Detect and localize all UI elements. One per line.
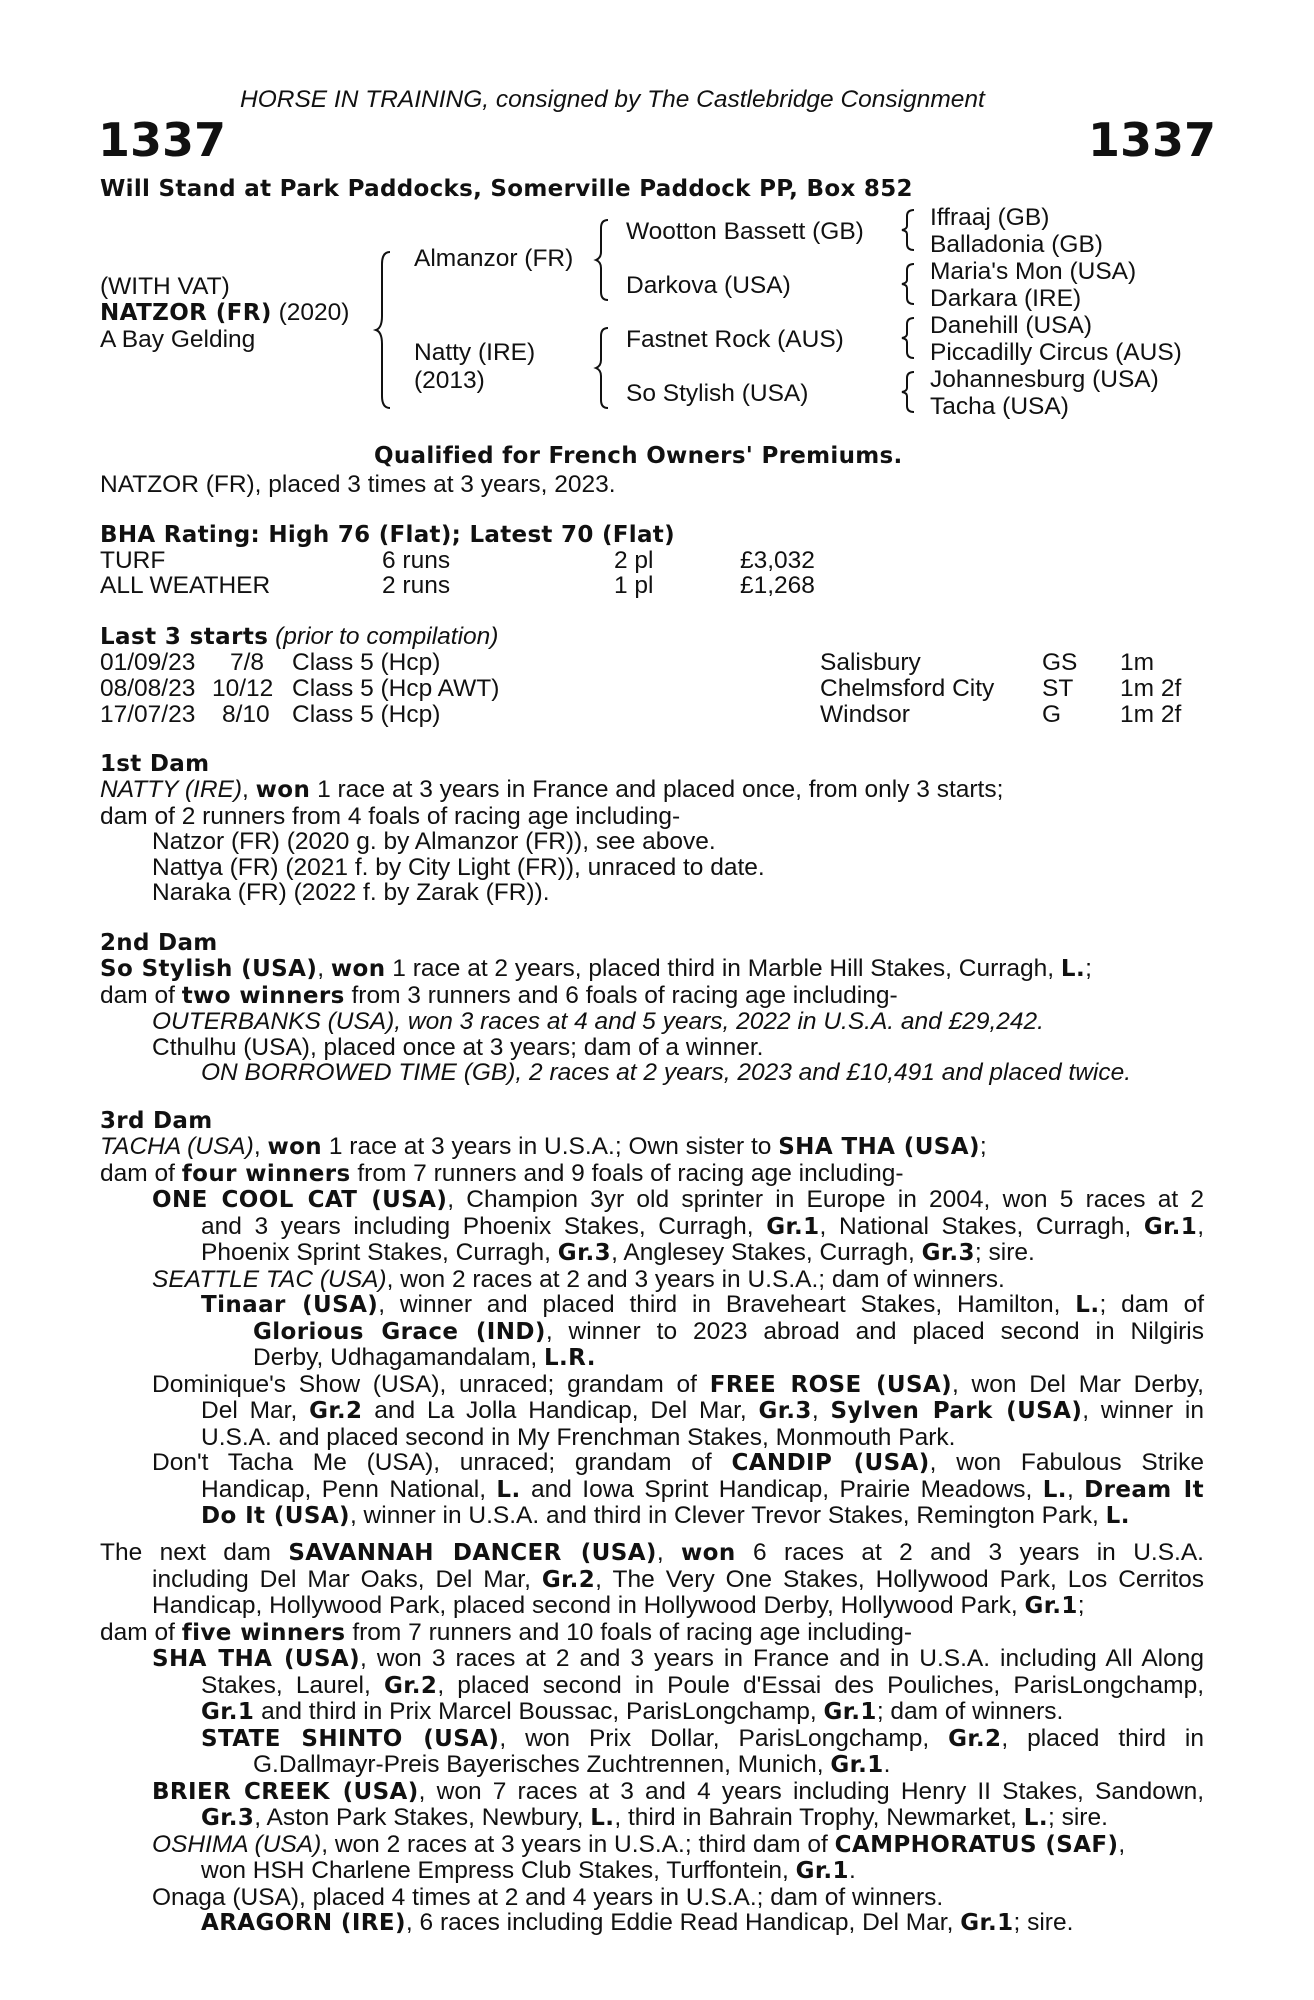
third-dam-name: TACHA (USA) <box>100 1133 254 1160</box>
pedigree-brace-gg3 <box>902 316 918 360</box>
start-race-3: Class 5 (Hcp) <box>292 701 441 728</box>
start-date-2: 08/08/23 <box>100 675 196 702</box>
start-pos-2: 10/12 <box>212 675 274 702</box>
rating-surface-turf: TURF <box>100 547 166 574</box>
first-dam-foal-3: Naraka (FR) (2022 f. by Zarak (FR)). <box>152 879 550 906</box>
rating-surface-aw: ALL WEATHER <box>100 572 271 599</box>
pedigree-dam-year: (2013) <box>414 367 485 394</box>
vat-note: (WITH VAT) <box>100 273 230 300</box>
pedigree-brace-gg2 <box>902 262 918 306</box>
third-dam-section: 3rd Dam TACHA (USA), won 1 race at 3 years in U.S.A.; Own sister to SHA THA (USA); dam of four winners from 7 runners and 9 foals of racing age including- ONE COOL CAT (USA), Champion 3yr old sprinter in Europe in 2004, won 5 races at 2 and 3 years including Phoenix Stakes, Curragh, Gr.1, National Stakes, Curragh, Gr.1, Phoenix Sprint Stakes, Curragh, Gr.3, Anglesey Stakes, Curragh, Gr.3; sire. SEATTLE TAC (USA), won 2 races at 2 and 3 years in U.S.A.; dam of winners. Tinaar (USA), winner and placed third in Braveheart Stakes, Hamilton, L.; dam of Glorious Grace (IND), winner to 2023 abroad and placed second in Nilgiris Derby, Udhagamandalam, L.R. Dominique's Show (USA), unraced; grandam of FREE ROSE (USA), won Del Mar Derby, Del Mar, Gr.2 and La Jolla Handicap, Del Mar, Gr.3, Sylven Park (USA), winner in U.S.A. and placed second in My Frenchman Stakes, Monmouth Park. Don't Tacha Me (USA), unraced; grandam of CANDIP (USA), won Fabulous Strike Handicap, Penn National, L. and Iowa Sprint Handicap, Prairie Meadows, L., Dream It Do It (USA), winner in U.S.A. and third in Clever Trevor Stakes, Remington Park, L. <box>100 1108 1205 1529</box>
first-dam-section <box>100 751 1204 906</box>
pedigree-brace-main <box>376 250 396 410</box>
third-dam-line: TACHA (USA), won 1 race at 3 years in U.S.A.; Own sister to SHA THA (USA); <box>100 1133 987 1160</box>
pedigree-ggp-1: Iffraaj (GB) <box>930 204 1050 231</box>
rating-runs-aw: 2 runs <box>382 572 451 599</box>
next-dam-section: The next dam SAVANNAH DANCER (USA), won 6 races at 2 and 3 years in U.S.A. including Del Mar Oaks, Del Mar, Gr.2, The Very One Stakes, Hollywood Park, Los Cerritos Handicap, Hollywood Park, placed second in Hollywood Derby, Hollywood Park, Gr.1; dam of five winners from 7 runners and 10 foals of racing age including- SHA THA (USA), won 3 races at 2 and 3 years in France and in U.S.A. including All Along Stakes, Laurel, Gr.2, placed second in Poule d'Essai des Pouliches, ParisLongchamp, Gr.1 and third in Prix Marcel Boussac, ParisLongchamp, Gr.1; dam of winners. STATE SHINTO (USA), won Prix Dollar, ParisLongchamp, Gr.2, placed third in G.Dallmayr-Preis Bayerisches Zuchtrennen, Munich, Gr.1. BRIER CREEK (USA), won 7 races at 3 and 4 years including Henry II Stakes, Sandown, Gr.3, Aston Park Stakes, Newbury, L., third in Bahrain Trophy, Newmarket, L.; sire. OSHIMA (USA), won 2 races at 3 years in U.S.A.; third dam of CAMPHORATUS (SAF), won HSH Charlene Empress Club Stakes, Turffontein, Gr.1. Onaga (USA), placed 4 times at 2 and 4 years in U.S.A.; dam of winners. ARAGORN (IRE), 6 races including Eddie Read Handicap, Del Mar, Gr.1; sire. <box>100 1539 1205 1936</box>
pedigree-ggp-4: Darkara (IRE) <box>930 285 1082 312</box>
third-dam-heading: 3rd Dam <box>100 1108 213 1134</box>
start-going-2: ST <box>1042 675 1074 702</box>
pedigree-dam-sire: Fastnet Rock (AUS) <box>626 326 844 353</box>
horse-name: NATZOR (FR) <box>100 300 272 326</box>
third-dam-produce: dam of four winners from 7 runners and 9 foals of racing age including- <box>100 1159 904 1187</box>
consignor-caption: HORSE IN TRAINING, consigned by The Castlebridge Consignment <box>240 86 985 113</box>
pedigree-dam-dam: So Stylish (USA) <box>626 380 809 407</box>
start-course-3: Windsor <box>820 701 910 728</box>
race-summary: NATZOR (FR), placed 3 times at 3 years, 2023. <box>100 471 616 498</box>
last-starts-note: (prior to compilation) <box>275 623 499 650</box>
lot-number-right: 1337 <box>1088 113 1217 167</box>
pedigree-ggp-3: Maria's Mon (USA) <box>930 258 1137 285</box>
premiums-note: Qualified for French Owners' Premiums. <box>374 443 903 469</box>
start-date-3: 17/07/23 <box>100 701 196 728</box>
start-pos-3: 8/10 <box>222 701 270 728</box>
pedigree-brace-dam <box>596 326 612 410</box>
first-dam-foal-1: Natzor (FR) (2020 g. by Almanzor (FR)), see above. <box>152 828 716 855</box>
second-dam-grandfoal: ON BORROWED TIME (GB), 2 races at 2 years, 2023 and £10,491 and placed twice. <box>201 1059 1132 1086</box>
start-course-2: Chelmsford City <box>820 675 995 702</box>
rating-prize-turf: £3,032 <box>740 547 815 574</box>
second-dam-foal-2: Cthulhu (USA), placed once at 3 years; dam of a winner. <box>152 1033 764 1061</box>
start-course-1: Salisbury <box>820 649 921 676</box>
pedigree-ggp-6: Piccadilly Circus (AUS) <box>930 339 1182 366</box>
pedigree-brace-gg4 <box>902 370 918 414</box>
pedigree-dam: Natty (IRE) <box>414 339 536 366</box>
rating-runs-turf: 6 runs <box>382 547 451 574</box>
pedigree-sire-dam: Darkova (USA) <box>626 272 791 299</box>
start-pos-1: 7/8 <box>230 649 265 676</box>
start-dist-1: 1m <box>1120 649 1155 676</box>
pedigree-ggp-8: Tacha (USA) <box>930 393 1069 420</box>
pedigree-ggp-2: Balladonia (GB) <box>930 231 1103 258</box>
start-dist-2: 1m 2f <box>1120 675 1182 702</box>
first-dam-heading: 1st Dam <box>100 751 210 777</box>
last-starts-title: Last 3 starts <box>100 624 269 650</box>
rating-prize-aw: £1,268 <box>740 572 815 599</box>
second-dam-name: So Stylish (USA) <box>100 956 318 982</box>
lot-number-left: 1337 <box>98 113 227 167</box>
rating-placed-turf: 2 pl <box>614 547 654 574</box>
pedigree-ggp-7: Johannesburg (USA) <box>930 366 1159 393</box>
pedigree-sire-sire: Wootton Bassett (GB) <box>626 218 864 245</box>
first-dam-produce: dam of 2 runners from 4 foals of racing age including- <box>100 802 681 830</box>
horse-title <box>100 300 349 326</box>
second-dam-heading: 2nd Dam <box>100 930 218 956</box>
first-dam-name: NATTY (IRE) <box>100 776 243 803</box>
stand-location: Will Stand at Park Paddocks, Somerville Paddock PP, Box 852 <box>100 176 913 202</box>
second-dam-produce: dam of two winners from 3 runners and 6 foals of racing age including- <box>100 981 898 1009</box>
first-dam-line: NATTY (IRE), won 1 race at 3 years in France and placed once, from only 3 starts; <box>100 776 1004 803</box>
start-going-3: G <box>1042 701 1062 728</box>
first-dam-foal-2: Nattya (FR) (2021 f. by City Light (FR)), unraced to date. <box>152 853 765 881</box>
second-dam-line: So Stylish (USA), won 1 race at 2 years, placed third in Marble Hill Stakes, Curragh, L.; <box>100 955 1092 982</box>
start-race-2: Class 5 (Hcp AWT) <box>292 675 500 702</box>
horse-description: A Bay Gelding <box>100 326 256 353</box>
second-dam-section <box>100 930 1204 1086</box>
rating-placed-aw: 1 pl <box>614 572 654 599</box>
last-starts-heading <box>100 624 498 650</box>
horse-year: (2020) <box>278 299 350 326</box>
pedigree-ggp-5: Danehill (USA) <box>930 312 1093 339</box>
pedigree-brace-sire <box>596 218 612 302</box>
start-dist-3: 1m 2f <box>1120 701 1182 728</box>
pedigree-brace-gg1 <box>902 208 918 252</box>
start-race-1: Class 5 (Hcp) <box>292 649 441 676</box>
start-date-1: 01/09/23 <box>100 649 196 676</box>
pedigree-sire: Almanzor (FR) <box>414 245 574 272</box>
start-going-1: GS <box>1042 649 1078 676</box>
bha-rating-heading: BHA Rating: High 76 (Flat); Latest 70 (Flat) <box>100 522 675 548</box>
second-dam-foal-1: OUTERBANKS (USA), won 3 races at 4 and 5 years, 2022 in U.S.A. and £29,242. <box>152 1008 1044 1035</box>
